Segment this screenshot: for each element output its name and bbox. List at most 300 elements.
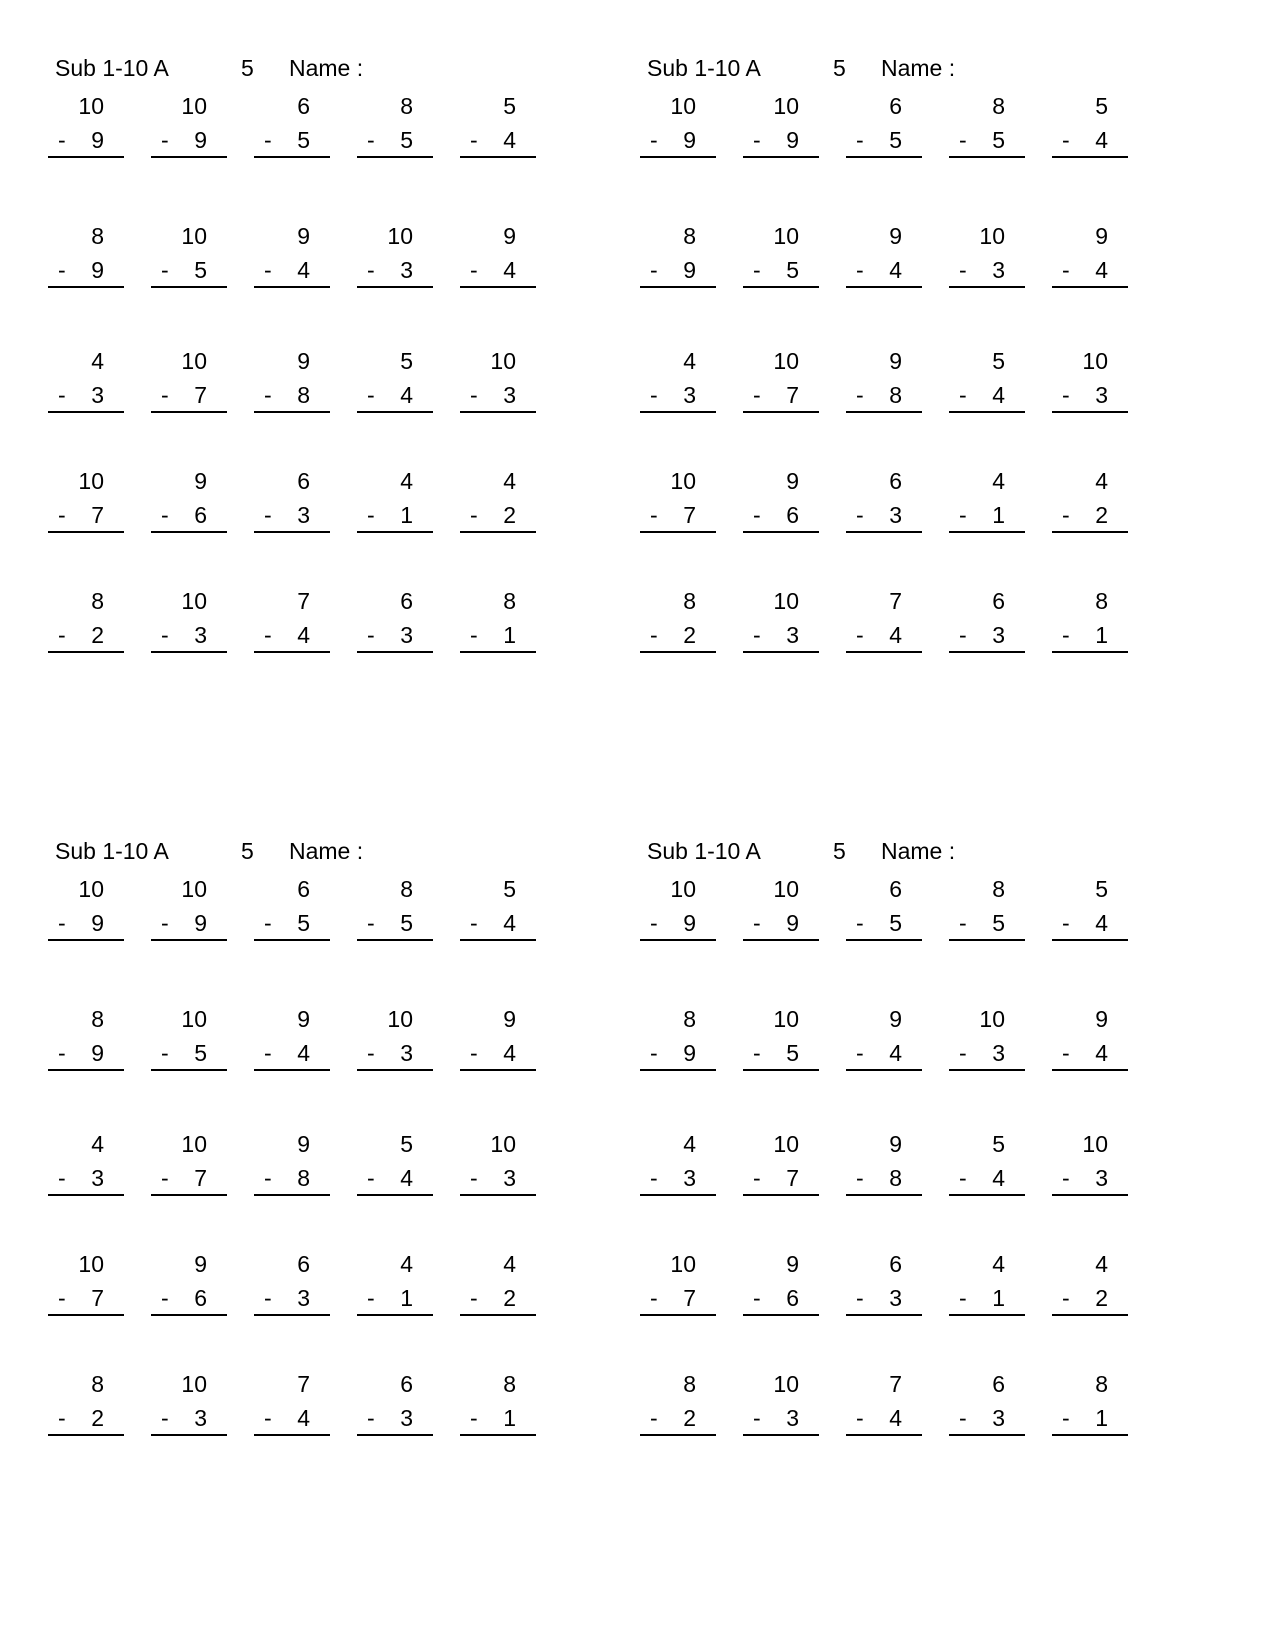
minus-sign: -: [58, 1165, 66, 1191]
answer-line: [640, 1069, 716, 1071]
minus-sign: -: [367, 910, 375, 936]
subtrahend: 4: [1095, 257, 1108, 283]
subtrahend: 9: [91, 1040, 104, 1066]
minuend: 10: [773, 1131, 799, 1157]
minus-sign: -: [1062, 910, 1070, 936]
worksheet-title: Sub 1-10 A: [647, 55, 761, 81]
minuend: 5: [400, 1131, 413, 1157]
subtrahend: 3: [194, 1405, 207, 1431]
subtrahend: 7: [91, 502, 104, 528]
minuend: 9: [889, 348, 902, 374]
minuend: 4: [91, 1131, 104, 1157]
subtrahend: 4: [889, 1040, 902, 1066]
subtrahend: 4: [297, 1040, 310, 1066]
minuend: 10: [490, 1131, 516, 1157]
subtrahend: 2: [91, 622, 104, 648]
answer-line: [151, 651, 227, 653]
minuend: 10: [773, 588, 799, 614]
subtrahend: 6: [786, 1285, 799, 1311]
answer-line: [846, 939, 922, 941]
minus-sign: -: [753, 1165, 761, 1191]
answer-line: [846, 286, 922, 288]
minus-sign: -: [264, 622, 272, 648]
subtrahend: 9: [91, 910, 104, 936]
minuend: 8: [91, 223, 104, 249]
subtraction-problem: [357, 1250, 433, 1320]
subtrahend: 4: [889, 622, 902, 648]
minus-sign: -: [1062, 382, 1070, 408]
subtraction-problem: [949, 1250, 1025, 1320]
answer-line: [460, 411, 536, 413]
answer-line: [743, 1194, 819, 1196]
minus-sign: -: [959, 1165, 967, 1191]
minus-sign: -: [161, 1040, 169, 1066]
subtraction-problem: [1052, 467, 1128, 537]
subtraction-problem: [254, 875, 330, 945]
subtrahend: 9: [683, 1040, 696, 1066]
minuend: 10: [773, 1006, 799, 1032]
minuend: 8: [400, 93, 413, 119]
problem-row: [640, 587, 1200, 657]
subtrahend: 3: [400, 257, 413, 283]
minus-sign: -: [753, 1405, 761, 1431]
subtraction-problem: [460, 347, 536, 417]
subtrahend: 5: [194, 257, 207, 283]
minuend: 5: [992, 1131, 1005, 1157]
answer-line: [151, 1194, 227, 1196]
subtraction-problem: [949, 1005, 1025, 1075]
answer-line: [357, 1434, 433, 1436]
answer-line: [48, 1434, 124, 1436]
subtrahend: 3: [992, 1405, 1005, 1431]
subtraction-problem: [460, 1005, 536, 1075]
subtrahend: 3: [297, 502, 310, 528]
answer-line: [949, 1434, 1025, 1436]
subtrahend: 1: [992, 502, 1005, 528]
worksheet-number: 5: [833, 55, 846, 81]
answer-line: [743, 1434, 819, 1436]
problem-row: [48, 1130, 608, 1200]
minus-sign: -: [650, 1165, 658, 1191]
minuend: 5: [503, 93, 516, 119]
minuend: 10: [181, 1131, 207, 1157]
subtraction-problem: [640, 875, 716, 945]
subtrahend: 7: [786, 382, 799, 408]
minuend: 9: [889, 223, 902, 249]
answer-line: [460, 1194, 536, 1196]
answer-line: [949, 1194, 1025, 1196]
minus-sign: -: [470, 257, 478, 283]
answer-line: [1052, 651, 1128, 653]
minus-sign: -: [753, 910, 761, 936]
minus-sign: -: [959, 910, 967, 936]
minuend: 10: [1082, 348, 1108, 374]
subtrahend: 4: [503, 910, 516, 936]
answer-line: [743, 531, 819, 533]
problem-row: [48, 587, 608, 657]
subtraction-problem: [640, 1130, 716, 1200]
answer-line: [846, 411, 922, 413]
minuend: 6: [400, 588, 413, 614]
minus-sign: -: [367, 127, 375, 153]
worksheet-number: 5: [241, 838, 254, 864]
minus-sign: -: [161, 1165, 169, 1191]
subtraction-problem: [151, 1250, 227, 1320]
minuend: 8: [503, 1371, 516, 1397]
worksheet-header: [55, 835, 595, 867]
minuend: 10: [773, 876, 799, 902]
subtrahend: 4: [400, 1165, 413, 1191]
subtraction-problem: [949, 222, 1025, 292]
minus-sign: -: [264, 1040, 272, 1066]
subtraction-problem: [48, 1005, 124, 1075]
minuend: 10: [181, 1006, 207, 1032]
subtraction-problem: [48, 1250, 124, 1320]
subtraction-problem: [460, 875, 536, 945]
answer-line: [460, 1069, 536, 1071]
answer-line: [846, 156, 922, 158]
minus-sign: -: [650, 622, 658, 648]
subtrahend: 1: [503, 622, 516, 648]
minuend: 8: [503, 588, 516, 614]
answer-line: [640, 1434, 716, 1436]
minuend: 8: [91, 1006, 104, 1032]
subtrahend: 5: [786, 1040, 799, 1066]
answer-line: [460, 1434, 536, 1436]
minus-sign: -: [470, 910, 478, 936]
subtrahend: 1: [1095, 1405, 1108, 1431]
subtraction-problem: [1052, 875, 1128, 945]
minuend: 9: [297, 348, 310, 374]
minuend: 7: [889, 588, 902, 614]
subtraction-problem: [357, 1370, 433, 1440]
answer-line: [357, 939, 433, 941]
minus-sign: -: [161, 382, 169, 408]
subtrahend: 4: [297, 622, 310, 648]
subtrahend: 9: [683, 257, 696, 283]
worksheet-header: [647, 835, 1187, 867]
answer-line: [254, 1314, 330, 1316]
answer-line: [357, 286, 433, 288]
problem-row: [640, 875, 1200, 945]
subtraction-problem: [460, 92, 536, 162]
minus-sign: -: [58, 257, 66, 283]
subtrahend: 3: [889, 1285, 902, 1311]
minus-sign: -: [1062, 257, 1070, 283]
minus-sign: -: [856, 1040, 864, 1066]
subtraction-problem: [846, 347, 922, 417]
answer-line: [949, 1069, 1025, 1071]
worksheet-block-1: [48, 52, 648, 692]
subtrahend: 7: [194, 1165, 207, 1191]
problem-row: [640, 1005, 1200, 1075]
minus-sign: -: [753, 502, 761, 528]
answer-line: [460, 651, 536, 653]
subtrahend: 3: [683, 1165, 696, 1191]
subtrahend: 5: [297, 910, 310, 936]
minuend: 9: [1095, 1006, 1108, 1032]
minus-sign: -: [1062, 127, 1070, 153]
subtraction-problem: [846, 1370, 922, 1440]
subtrahend: 3: [194, 622, 207, 648]
subtraction-problem: [846, 92, 922, 162]
minus-sign: -: [1062, 1040, 1070, 1066]
subtrahend: 7: [683, 1285, 696, 1311]
subtrahend: 7: [683, 502, 696, 528]
subtrahend: 5: [297, 127, 310, 153]
subtraction-problem: [48, 1370, 124, 1440]
subtrahend: 2: [1095, 502, 1108, 528]
subtraction-problem: [151, 1005, 227, 1075]
minuend: 4: [400, 1251, 413, 1277]
minus-sign: -: [470, 1285, 478, 1311]
subtrahend: 5: [889, 910, 902, 936]
subtrahend: 3: [1095, 382, 1108, 408]
minus-sign: -: [959, 1285, 967, 1311]
minuend: 8: [400, 876, 413, 902]
subtrahend: 5: [786, 257, 799, 283]
subtrahend: 4: [297, 1405, 310, 1431]
minus-sign: -: [58, 127, 66, 153]
minus-sign: -: [161, 910, 169, 936]
subtrahend: 9: [91, 127, 104, 153]
minuend: 5: [1095, 876, 1108, 902]
minuend: 8: [683, 1006, 696, 1032]
subtrahend: 7: [194, 382, 207, 408]
minuend: 10: [181, 588, 207, 614]
answer-line: [357, 1194, 433, 1196]
minus-sign: -: [1062, 1165, 1070, 1191]
minus-sign: -: [959, 382, 967, 408]
problem-row: [640, 1250, 1200, 1320]
subtraction-problem: [640, 92, 716, 162]
subtraction-problem: [48, 587, 124, 657]
subtraction-problem: [357, 1130, 433, 1200]
minuend: 6: [889, 876, 902, 902]
answer-line: [151, 286, 227, 288]
worksheet-block-4: [640, 835, 1240, 1475]
subtrahend: 8: [889, 382, 902, 408]
minuend: 6: [400, 1371, 413, 1397]
subtrahend: 8: [297, 382, 310, 408]
subtraction-problem: [460, 222, 536, 292]
subtrahend: 1: [1095, 622, 1108, 648]
minuend: 10: [979, 1006, 1005, 1032]
minus-sign: -: [470, 502, 478, 528]
answer-line: [48, 1314, 124, 1316]
minus-sign: -: [959, 127, 967, 153]
problem-row: [48, 1370, 608, 1440]
subtrahend: 5: [400, 910, 413, 936]
minuend: 8: [992, 93, 1005, 119]
problem-row: [48, 875, 608, 945]
minus-sign: -: [470, 127, 478, 153]
subtraction-problem: [949, 587, 1025, 657]
minus-sign: -: [470, 1405, 478, 1431]
minus-sign: -: [959, 622, 967, 648]
minuend: 6: [889, 468, 902, 494]
subtrahend: 5: [992, 910, 1005, 936]
answer-line: [1052, 1434, 1128, 1436]
subtrahend: 1: [503, 1405, 516, 1431]
answer-line: [949, 156, 1025, 158]
subtraction-problem: [949, 875, 1025, 945]
subtrahend: 2: [503, 502, 516, 528]
subtraction-problem: [151, 467, 227, 537]
subtrahend: 3: [503, 1165, 516, 1191]
answer-line: [1052, 411, 1128, 413]
minus-sign: -: [753, 257, 761, 283]
minuend: 6: [297, 876, 310, 902]
answer-line: [357, 156, 433, 158]
subtrahend: 4: [503, 257, 516, 283]
subtrahend: 4: [503, 1040, 516, 1066]
answer-line: [1052, 1069, 1128, 1071]
problem-row: [640, 467, 1200, 537]
minus-sign: -: [264, 127, 272, 153]
minuend: 10: [773, 93, 799, 119]
subtrahend: 9: [786, 910, 799, 936]
minuend: 8: [683, 1371, 696, 1397]
subtrahend: 9: [683, 910, 696, 936]
answer-line: [48, 156, 124, 158]
minuend: 5: [400, 348, 413, 374]
subtraction-problem: [743, 1370, 819, 1440]
minuend: 8: [1095, 1371, 1108, 1397]
subtraction-problem: [48, 1130, 124, 1200]
minus-sign: -: [161, 622, 169, 648]
subtrahend: 3: [992, 622, 1005, 648]
answer-line: [846, 1194, 922, 1196]
minus-sign: -: [856, 1285, 864, 1311]
minus-sign: -: [650, 1405, 658, 1431]
subtrahend: 3: [297, 1285, 310, 1311]
answer-line: [357, 1314, 433, 1316]
minus-sign: -: [367, 1165, 375, 1191]
subtraction-problem: [949, 92, 1025, 162]
minuend: 10: [78, 876, 104, 902]
subtrahend: 2: [683, 622, 696, 648]
minuend: 10: [387, 223, 413, 249]
minuend: 10: [670, 876, 696, 902]
minuend: 9: [889, 1131, 902, 1157]
subtrahend: 6: [194, 502, 207, 528]
minuend: 9: [786, 468, 799, 494]
minus-sign: -: [959, 502, 967, 528]
minus-sign: -: [856, 1405, 864, 1431]
subtraction-problem: [846, 467, 922, 537]
problem-row: [48, 222, 608, 292]
problem-row: [48, 347, 608, 417]
minus-sign: -: [650, 382, 658, 408]
answer-line: [949, 651, 1025, 653]
subtraction-problem: [460, 1250, 536, 1320]
subtrahend: 8: [297, 1165, 310, 1191]
subtraction-problem: [640, 1005, 716, 1075]
subtraction-problem: [151, 92, 227, 162]
minuend: 4: [683, 348, 696, 374]
answer-line: [48, 651, 124, 653]
subtraction-problem: [48, 875, 124, 945]
subtrahend: 2: [503, 1285, 516, 1311]
answer-line: [460, 156, 536, 158]
minus-sign: -: [856, 910, 864, 936]
minuend: 10: [979, 223, 1005, 249]
answer-line: [460, 939, 536, 941]
answer-line: [743, 411, 819, 413]
subtrahend: 6: [194, 1285, 207, 1311]
subtraction-problem: [743, 1250, 819, 1320]
problem-row: [48, 1005, 608, 1075]
minus-sign: -: [264, 257, 272, 283]
answer-line: [743, 1314, 819, 1316]
subtraction-problem: [743, 1005, 819, 1075]
minus-sign: -: [58, 382, 66, 408]
subtraction-problem: [846, 222, 922, 292]
subtraction-problem: [1052, 1250, 1128, 1320]
subtrahend: 2: [1095, 1285, 1108, 1311]
subtrahend: 5: [400, 127, 413, 153]
name-label: Name :: [289, 838, 364, 864]
minus-sign: -: [650, 1285, 658, 1311]
subtrahend: 3: [889, 502, 902, 528]
subtrahend: 3: [1095, 1165, 1108, 1191]
answer-line: [151, 411, 227, 413]
minus-sign: -: [161, 127, 169, 153]
answer-line: [1052, 939, 1128, 941]
worksheet-title: Sub 1-10 A: [55, 55, 169, 81]
name-label: Name :: [289, 55, 364, 81]
subtraction-problem: [846, 1250, 922, 1320]
answer-line: [357, 531, 433, 533]
minus-sign: -: [367, 502, 375, 528]
answer-line: [949, 411, 1025, 413]
subtraction-problem: [357, 347, 433, 417]
answer-line: [743, 651, 819, 653]
subtraction-problem: [743, 1130, 819, 1200]
subtraction-problem: [254, 467, 330, 537]
subtrahend: 1: [992, 1285, 1005, 1311]
subtraction-problem: [1052, 1130, 1128, 1200]
minus-sign: -: [650, 1040, 658, 1066]
answer-line: [48, 939, 124, 941]
minus-sign: -: [959, 257, 967, 283]
subtraction-problem: [949, 1370, 1025, 1440]
minuend: 9: [1095, 223, 1108, 249]
subtraction-problem: [151, 587, 227, 657]
subtrahend: 4: [1095, 127, 1108, 153]
minus-sign: -: [1062, 502, 1070, 528]
subtraction-problem: [254, 222, 330, 292]
answer-line: [254, 1069, 330, 1071]
subtraction-problem: [48, 467, 124, 537]
subtraction-problem: [460, 587, 536, 657]
minuend: 10: [181, 93, 207, 119]
minuend: 10: [387, 1006, 413, 1032]
answer-line: [640, 531, 716, 533]
answer-line: [254, 156, 330, 158]
minus-sign: -: [470, 622, 478, 648]
minus-sign: -: [58, 502, 66, 528]
minus-sign: -: [959, 1405, 967, 1431]
minus-sign: -: [58, 1405, 66, 1431]
subtrahend: 9: [786, 127, 799, 153]
subtraction-problem: [743, 875, 819, 945]
minus-sign: -: [161, 257, 169, 283]
answer-line: [1052, 531, 1128, 533]
minus-sign: -: [264, 1285, 272, 1311]
subtraction-problem: [1052, 92, 1128, 162]
